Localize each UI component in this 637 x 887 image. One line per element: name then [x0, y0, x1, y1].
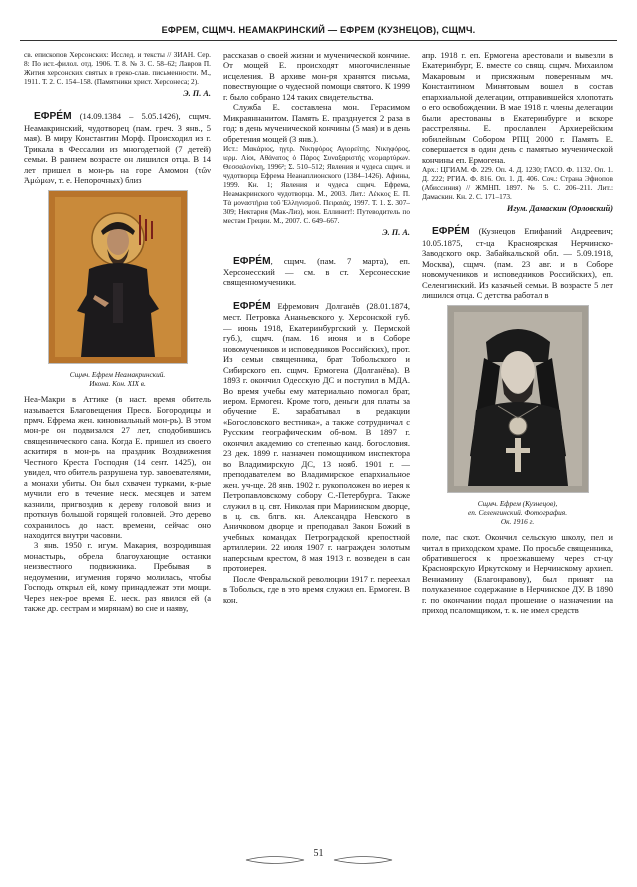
entry-headword: ЕФРЕ́М: [34, 111, 72, 123]
entry-ephrem-chersonese: [223, 256, 410, 288]
column-1: [24, 50, 211, 846]
reference-list: св. епископов Херсонских: Исслед. и тексты // ЗИАН. Сер. 8: По ист.-филол. отд. 1906. Т. 8. № 3. С. 58–62; Лавров П. Жития херсонских святых в греко-слав. письменности. М., 1911. Т. 2. С. 154–158. (Памятники христ. Херсонеса; 2).: [24, 50, 211, 86]
entry-headword: ЕФРЕ́М: [233, 300, 271, 312]
reference-list: Ист.: Μακάριος, ηγτρ. Νικηφόρος Αγιορείτης. Νικηφόρος, ιερμ. Λίοι, Αθάνατος ὁ Πάρος Συναξαριστής νεομαρτύρων. Θεσσαλονίκη, 1996²; Σ. 510–512; Явления и чудеса сщмч. и чудотворца Ефрема Неанаплионского (1384–1426). Афины, 1999. Кн. 1; Явления и чудеса сщмч. Ефрема, Неамакринского чудотворца. М., 2003. Лит.: Λέκκος Ε. Π. Τὰ μοναστήρια τοῦ Ἑλληνισμοῦ. Πειραιάς, 1997. Τ. 1. Σ. 307–309; Нектария (Мак-Лиз), мон. Еллинит!: Путеводитель по местам Греции. М., 2007. С. 649–667.: [223, 144, 410, 226]
entry-text-continued: Неа-Макри в Аттике (в наст. время обитель называется Благовещения Пресв. Богородицы и прмч. Ефрема жен. киновиальный мон-рь). В этом мон-ре он подвизался 27 лет, сподобившись священнического сана. Когда Е. пришел из своего аскитиря в мон-рь на праздник Воздвижения Честного Креста Господня (14 сент. 1425), он увидел, что обитель разрушена тур. завоевателями, а монахи убиты. Он был схвачен турками, к-рые мучили его в течение неск. месяцев и затем казнили, пригвоздив к дереву головой вниз и проткнув большой горящей головней. Это дерево сохранилось до наст. времени, сейчас оно находится внутри часовни.: [24, 394, 211, 540]
icon-caption: Сщмч. Ефрем Неамакринский. Икона. Кон. XIX в.: [69, 370, 166, 389]
entry-headword: ЕФРЕ́М: [233, 255, 271, 267]
paragraph: апр. 1918 г. еп. Ермогена арестовали и вывезли в Екатеринбург, Е. вместе со свящ. сщмч. Михаилом Макаровым и присяжным поверенным мч. Константином Минятовым вошел в состав епархиальной делегации, отправившейся хлопотать о его освобождении. В мае 1918 г. члены делегации были арестованы в Екатеринбурге и вскоре расстреляны. Е. прославлен Архиерейским юбилейным Собором РПЦ 2000 г. Память Е. совершается в один день с памятью мученической кончины еп. Ермогена.: [422, 50, 613, 165]
reference-list: Арх.: ЦГИАМ. Ф. 229. Оп. 4. Д. 1230; ГАСО. Ф. 1132. Оп. 1. Д. 222; РГИА. Ф. 816. Оп. 1. Д. 406. Соч.: Страна Эфиопов (Абиссиния) // ЖМНП. 1897. № 5. С. 206–211. Лит.: Дамаскин. Кн. 2. С. 171–173.: [422, 164, 613, 201]
paragraph: Служба Е. составлена мон. Герасимом Микраяннанитом. Память Е. празднуется 2 раза в год: в день мученической кончины (5 мая) и в день обретения мощей (3 янв.).: [223, 102, 410, 144]
entry-text: (Кузнецов Епифаний Андреевич; 10.05.1875, ст-ца Красноярская Нерчинско-Заводского окр. Забайкальской обл. — 5.09.1918, Москва), сщмч. (пам. 23 авг. и в Соборе новомучеников и исповедников Российских), еп. Селенгинский. Из казачьей семьи. В возрасте 5 лет лишился отца. С детства работал в: [422, 226, 613, 301]
entry-ephrem-kuznetsov: [422, 226, 613, 300]
entry-headword: ЕФРЕ́М: [432, 226, 470, 238]
entry-text: , сщмч. (пам. 7 марта), еп. Херсонесский — см. в ст. Херсонесские священномученики.: [223, 255, 410, 288]
icon-figure: [24, 190, 211, 388]
author-signature: Э. П. А.: [382, 228, 410, 238]
entry-text: (14.09.1384 – 5.05.1426), сщмч. Неамакринский, чудотворец (пам. греч. 3 янв., 5 мая). В миру Константин Морф. Происходил из г. Трикала в Фессалии из многодетной (7 детей) семьи. В раннем возрасте он лишился отца. В 14 лет пришел в мон-рь на горе Амомон (τῶν Ἀμώμων, т. е. Непорочных) близ: [24, 111, 211, 186]
entry-ephrem-dolganev: [223, 301, 410, 574]
entry-text: Ефремович Долганёв (28.01.1874, мест. Петровка Ананьевского у. Херсонской губ. — июнь 1918, Екатеринбургский у. Пермской губ.), сщмч. (пам. 16 июня и в Соборе новомучеников и исповедников Российских), прот. Из семьи священника, брат Тобольского и Сибирского еп. сщмч. Ермогена (Долганёва). В 1893 г. окончил Одесскую ДС и поступил в МДА. Во время учебы ему материально помогал брат, иером. Ермоген. Кроме того, деньги для платы за обучение Е. зарабатывал в редакции «Богословского вестника», а также сотрудничал с Русским географическим об-вом. В 1897 г. окончил академию со степенью канд. богословия. 23 дек. 1899 г. назначен помощником инспектора во Владимирскую ДС, 13 нояб. 1901 г. — преподавателем во Владимирское епархиальное жен. уч-ще. 28 янв. 1902 г. рукоположен во иерея к Петропавловскому собору С.-Петербурга. Также служил в ц. свт. Николая при Мариинском дворце, в ц. св. блгв. кн. Александра Невского в Аничковом дворце и преподавал Закон Божий в учебных командах Петроградской крепостной артиллерии. 22 июля 1907 г. награжден золотым наперсным крестом, 8 мая 1913 г. возведен в сан протоиерея.: [223, 300, 410, 574]
entry-text-continued: поле, пас скот. Окончил сельскую школу, пел и читал в приходском храме. По просьбе священника, обратившегося к проезжавшему через ст-цу Красноярскую Иркутскому и Нерчинскому архиеп. Вениамину (Благонравову), был принят на полуказенное содержание в Нерчинское ДУ. В 1890 г. по окончании подал прошение о назначении на приход псаломщиком, т. к. не имел средств: [422, 532, 613, 616]
running-header: ЕФРЕМ, СЩМЧ. НЕАМАКРИНСКИЙ — ЕФРЕМ (КУЗНЕЦОВ), СЩМЧ.: [20, 22, 617, 41]
photo-figure: [422, 305, 613, 526]
photo-image: [447, 305, 589, 493]
entry-ephrem-neamakrinsky: [24, 111, 211, 185]
column-2: [223, 50, 410, 846]
paragraph: После Февральской революции 1917 г. переехал в Тобольск, где в это время служил еп. Ермоген. В кон.: [223, 573, 410, 605]
paragraph: рассказав о своей жизни и мученической кончине. От мощей Е. происходят многочисленные исцеления. В архиве мон-ря хранятся письма, повествующие о чудесной помощи святого. К 1999 г. было собрано 124 таких свидетельства.: [223, 50, 410, 102]
author-signature: Э. П. А.: [183, 89, 211, 98]
page-number: 51: [313, 848, 324, 859]
photo-caption: Сщмч. Ефрем (Кузнецов), еп. Селенгинский. Фотография. Ок. 1916 г.: [467, 499, 568, 527]
column-3: [422, 50, 613, 846]
paragraph: 3 янв. 1950 г. игум. Макария, возродившая монастырь, обрела благоухающие останки неизвестного подвижника. Пребывая в недоумении, игумения горячо молилась, чтобы Господь открыл ей, кому принадлежат эти мощи. Через нек-рое время Е. неск. раз явился ей (а также др. сестрам и мирянам) во сне и наяву,: [24, 540, 211, 614]
icon-image: [48, 190, 188, 364]
author-signature: Игум. Дамаскин (Орловский): [506, 203, 613, 213]
